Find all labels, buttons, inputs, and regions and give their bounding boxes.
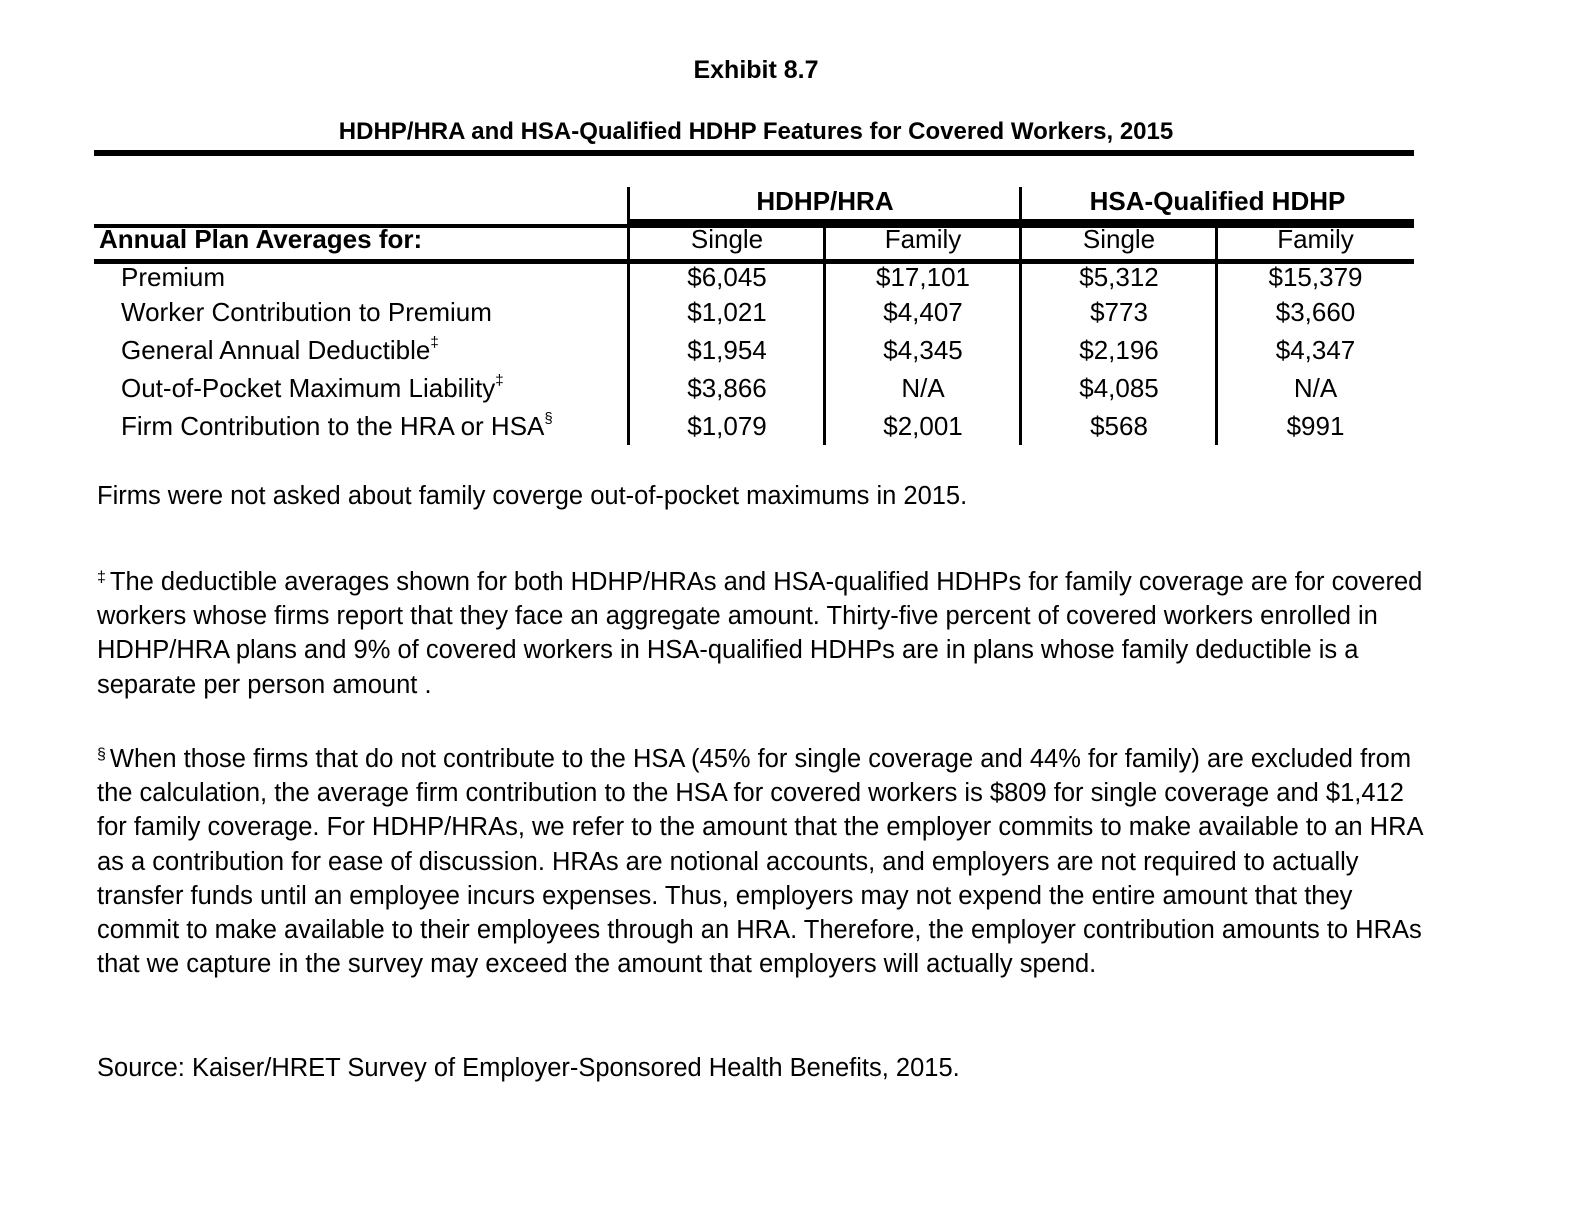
col-header-hsa-family: Family [1277,224,1354,254]
group-header-hdhp-hra: HDHP/HRA [756,186,894,216]
table-cell: $773 [1090,297,1148,327]
row-label-firm-contribution: Firm Contribution to the HRA or HSA§ [121,410,553,441]
footnote-mark: ‡ [495,372,504,390]
table-cell: $991 [1286,411,1345,441]
table-cell: $1,079 [687,411,767,441]
title-rule [94,150,1414,156]
table-cell: $1,954 [687,335,767,365]
table-cell: N/A [901,373,945,403]
table-cell: $4,345 [883,335,963,365]
row-label-worker-contribution: Worker Contribution to Premium [121,297,492,327]
footnote-mark-section: § [97,746,106,763]
table-cell: $17,101 [876,262,970,292]
group-header-hsa-hdhp: HSA-Qualified HDHP [1089,186,1346,216]
note-deductible-text: The deductible averages shown for both HDHP/HRAs and HSA-qualified HDHPs for family coverage are for covered workers whose firms report that they face an aggregate amount. Thirty-five percent of covered workers enrolled in HDHP/HRA plans and 9% of covered workers in HSA-qualified HDHPs are in plans whose family deductible is a separate per person amount . [97,568,1423,699]
exhibit-title: HDHP/HRA and HSA-Qualified HDHP Features for Covered Workers, 2015 [338,118,1174,145]
source-note: Source: Kaiser/HRET Survey of Employer-Sponsored Health Benefits, 2015. [97,1054,960,1082]
table-cell: $4,085 [1079,373,1159,403]
table-cell: $3,866 [687,373,767,403]
table-cell: $5,312 [1079,262,1159,292]
note-contribution-text: When those firms that do not contribute to the HSA (45% for single coverage and 44% for family) are excluded from the calculation, the average firm contribution to the HSA for covered workers is $809 for single coverage and $1,412 for family coverage. For HDHP/HRAs, we refer to the amount that the employer commits to make available to an HRA as a contribution for ease of discussion. HRAs are notional accounts, and employers are not required to actually transfer funds until an employee incurs expenses. Thus, employers may not expend the entire amount that they commit to make available to their employees through an HRA. Therefore, the employer contribution amounts to HRAs that we capture in the survey may exceed the amount that employers will actually spend. [97,745,1423,979]
table-cell: $3,660 [1275,297,1356,327]
table-cell: $4,407 [883,297,963,327]
col-header-hsa-single: Single [1082,224,1156,254]
note-deductible [97,565,1427,702]
footnote-mark-double-dagger: ‡ [97,569,106,586]
col-header-hra-family: Family [884,224,962,254]
table-cell: N/A [1293,373,1338,403]
col-header-hra-single: Single [690,224,764,254]
table-cell: $568 [1090,411,1148,441]
row-label-oop-max: Out-of-Pocket Maximum Liability‡ [121,372,504,403]
note-contribution [97,742,1427,981]
row-label-deductible: General Annual Deductible‡ [121,334,439,365]
table-cell: $2,001 [883,411,963,441]
footnote-mark: ‡ [430,334,439,352]
row-header-label: Annual Plan Averages for: [99,224,423,254]
table-cell: $15,379 [1268,262,1363,292]
table-cell: $4,347 [1275,335,1356,365]
table-cell: $6,045 [687,262,767,292]
row-label-premium: Premium [121,262,226,292]
note-family-oop: Firms were not asked about family coverge out-of-pocket maximums in 2015. [97,482,968,510]
exhibit-number: Exhibit 8.7 [693,56,819,84]
table-cell: $2,196 [1079,335,1159,365]
table-cell: $1,021 [687,297,767,327]
footnote-mark: § [544,410,553,428]
